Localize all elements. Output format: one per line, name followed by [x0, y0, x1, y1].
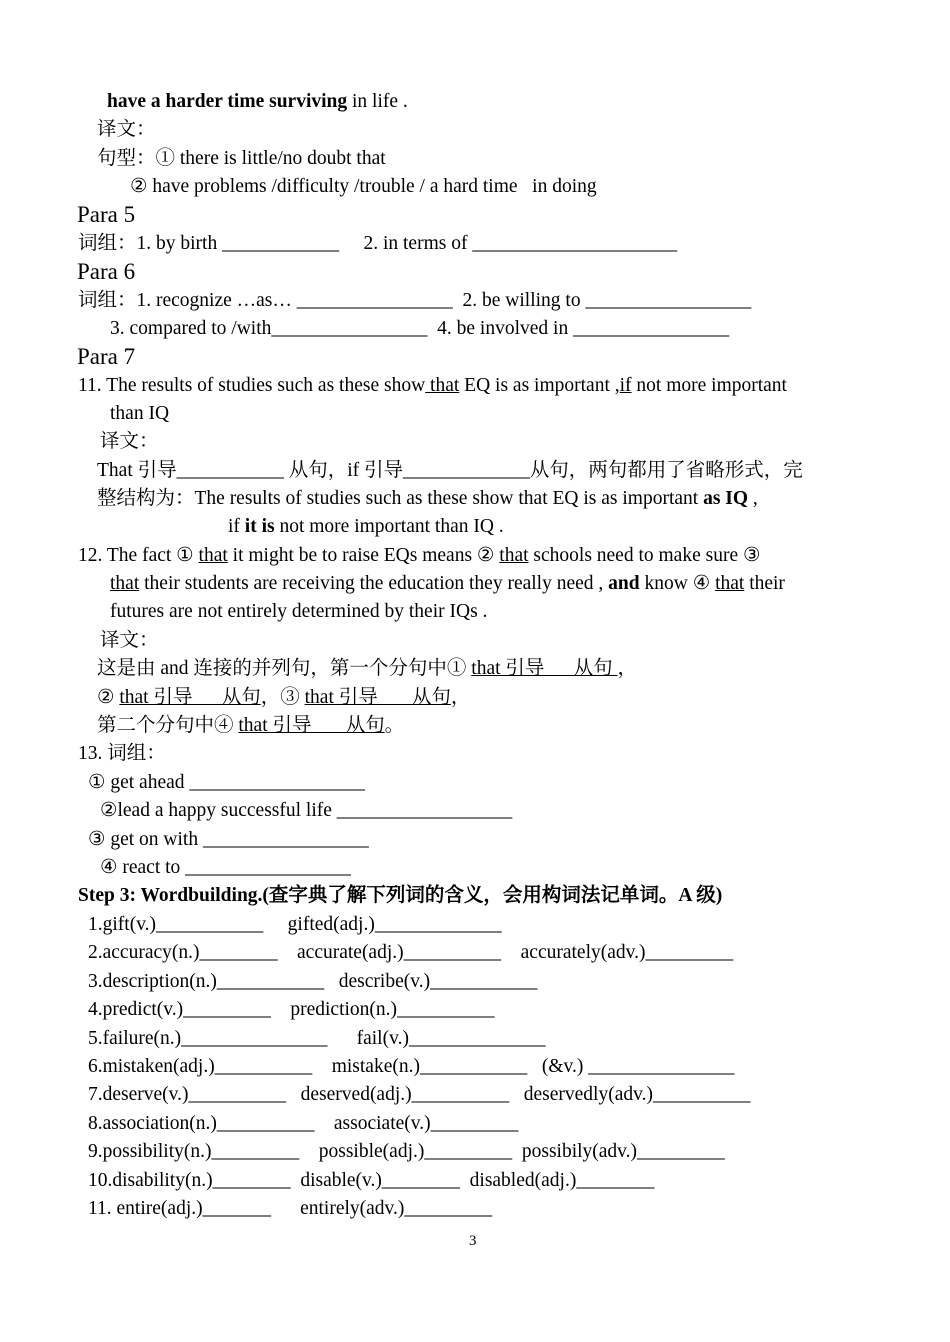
underlined-word: that	[198, 545, 228, 566]
sentence-11-line-2: than IQ	[110, 403, 170, 424]
wordbuilding-1: 1.gift(v.)___________ gifted(adj.)_____________	[88, 914, 502, 935]
line-harder-time	[107, 88, 408, 116]
wordbuilding-4: 4.predict(v.)_________ prediction(n.)__________	[88, 999, 495, 1020]
wordbuilding-7: 7.deserve(v.)__________ deserved(adj.)__________ deservedly(adv.)__________	[88, 1084, 751, 1105]
text: 。	[384, 715, 405, 736]
text: ,	[748, 488, 758, 509]
item-13-phrase-1: ① get ahead __________________	[88, 772, 365, 793]
wordbuilding-2: 2.accuracy(n.)________ accurate(adj.)__________ accurately(adv.)_________	[88, 942, 734, 963]
translation-label: 译文：	[100, 431, 159, 452]
sentence-11-analysis-3	[228, 513, 504, 541]
underlined-word: that	[715, 573, 745, 594]
sentence-12-line-3: futures are not entirely determined by their IQs .	[110, 601, 488, 622]
text: know ④	[639, 573, 716, 594]
text: ，	[450, 687, 471, 708]
bold-phrase: as IQ	[703, 488, 749, 509]
wordbuilding-11: 11. entire(adj.)_______ entirely(adv.)_________	[88, 1198, 493, 1219]
underlined-word: if	[619, 375, 632, 396]
wordbuilding-3: 3.description(n.)___________ describe(v.)___________	[88, 971, 538, 992]
bold-phrase: have a harder time surviving	[107, 91, 348, 112]
pattern-line-2: ② have problems /difficulty /trouble / a hard time in doing	[130, 176, 597, 197]
text: ，③	[260, 687, 305, 708]
text: 整结构为：The results of studies such as these show	[97, 488, 514, 509]
text: 第二个分句中④	[97, 715, 239, 736]
text: EQ is as important ,	[459, 375, 620, 396]
item-13-phrase-4: ④ react to _________________	[100, 857, 351, 878]
wordbuilding-5: 5.failure(n.)_______________ fail(v.)______________	[88, 1028, 546, 1049]
text: ②	[97, 687, 120, 708]
sentence-12-line-2	[110, 570, 785, 598]
underlined-phrase: that 引导 从句	[471, 658, 618, 679]
sentence-11-line-1	[78, 372, 787, 400]
text: their	[744, 573, 785, 594]
step-3-heading: Step 3: Wordbuilding.(查字典了解下列词的含义，会用构词法记单词。A 级)	[78, 885, 723, 906]
bold-phrase: it is	[244, 516, 275, 537]
para6-phrases-2: 3. compared to /with________________ 4. be involved in ________________	[110, 318, 730, 339]
wordbuilding-8: 8.association(n.)__________ associate(v.)_________	[88, 1113, 519, 1134]
item-13-phrase-3: ③ get on with _________________	[88, 829, 369, 850]
heading-para-7: Para 7	[77, 344, 136, 369]
underlined-word: that	[499, 545, 529, 566]
text: their students are receiving the education they really need ,	[139, 573, 609, 594]
sentence-12-line-1	[78, 542, 760, 570]
heading-para-6: Para 6	[77, 259, 136, 284]
text: not more important	[631, 375, 787, 396]
wordbuilding-10: 10.disability(n.)________ disable(v.)________ disabled(adj.)________	[88, 1170, 655, 1191]
text: that EQ is as important	[513, 488, 704, 509]
wordbuilding-6: 6.mistaken(adj.)__________ mistake(n.)___________ (&v.) _______________	[88, 1056, 735, 1077]
page-number: 3	[469, 1233, 477, 1249]
item-13-label: 13. 词组：	[78, 743, 166, 764]
text: 11. The results of studies such as these show	[78, 375, 426, 396]
text: 12. The fact ①	[78, 545, 199, 566]
underlined-word: that	[110, 573, 140, 594]
para5-phrases: 词组：1. by birth ____________ 2. in terms of _____________________	[78, 233, 678, 254]
sentence-11-analysis-2	[97, 485, 758, 513]
para6-phrases-1: 词组：1. recognize …as… ________________ 2. be willing to _________________	[78, 290, 752, 311]
text: it might be to raise EQs means ②	[227, 545, 500, 566]
text: schools need to make sure ③	[528, 545, 761, 566]
text: in life .	[347, 91, 408, 112]
item-13-phrase-2: ②lead a happy successful life __________________	[100, 800, 513, 821]
underlined-word: that	[425, 375, 460, 396]
heading-para-5: Para 5	[77, 202, 136, 227]
underlined-phrase: that 引导 从句	[304, 687, 451, 708]
sentence-12-analysis-1	[97, 655, 637, 683]
wordbuilding-9: 9.possibility(n.)_________ possible(adj.)_________ possibily(adv.)_________	[88, 1141, 725, 1162]
bold-phrase: and	[608, 573, 640, 594]
sentence-11-analysis-1: That 引导___________ 从句，if 引导_____________从句，两句都用了省略形式，完	[97, 460, 803, 481]
pattern-line-1: 句型：① there is little/no doubt that	[97, 148, 386, 169]
underlined-phrase: that 引导 从句	[119, 687, 261, 708]
text: if	[228, 516, 245, 537]
underlined-phrase: that 引导 从句	[238, 715, 385, 736]
text: not more important than IQ .	[274, 516, 504, 537]
translation-label: 译文：	[100, 630, 159, 651]
translation-label: 译文：	[97, 119, 156, 140]
sentence-12-analysis-2	[97, 684, 470, 712]
text: 这是由 and 连接的并列句，第一个分句中①	[97, 658, 472, 679]
text: ，	[617, 658, 638, 679]
sentence-12-analysis-3	[97, 712, 404, 740]
